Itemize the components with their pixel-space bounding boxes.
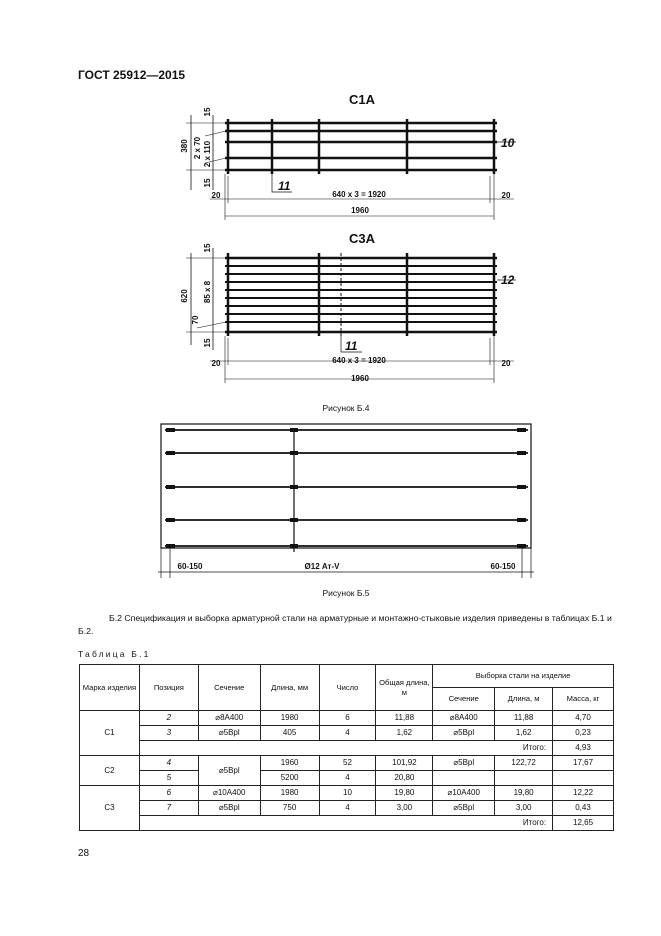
cell-length: 5200 <box>260 771 319 786</box>
cell-section: ⌀10А400 <box>198 786 260 801</box>
table-row <box>80 816 614 831</box>
cell-count: 4 <box>319 771 376 786</box>
th-sel-length: Длина, м <box>495 688 553 711</box>
mesh-c1a <box>180 92 516 220</box>
label-cross-11-top: 11 <box>278 179 291 193</box>
table-row <box>80 711 614 726</box>
cell-mark: С1 <box>80 711 140 756</box>
cell-sel-length: 1,62 <box>495 726 553 741</box>
th-section: Сечение <box>198 665 260 711</box>
th-mark: Марка изделия <box>80 665 140 711</box>
dim-c3a-spacing-a: 85 x 8 <box>203 280 212 304</box>
cell-section: ⌀8А400 <box>198 711 260 726</box>
table-row <box>80 801 614 816</box>
cell-total-length: 19,80 <box>376 786 433 801</box>
cell-total-length: 1,62 <box>376 726 433 741</box>
cell-total-length: 11,88 <box>376 711 433 726</box>
label-bar-10: 10 <box>501 136 515 150</box>
cell-sel-mass: 4,70 <box>553 711 614 726</box>
cell-sel-section: ⌀8А400 <box>433 711 495 726</box>
cell-section: ⌀5Вpl <box>198 726 260 741</box>
cell-total-length: 20,80 <box>376 771 433 786</box>
cell-total-label: Итого: <box>139 741 552 756</box>
th-sel-mass: Масса, кг <box>553 688 614 711</box>
cell-sel-length: 19,80 <box>495 786 553 801</box>
cell-position: 6 <box>139 786 198 801</box>
cell-position: 4 <box>139 756 198 771</box>
cell-position: 7 <box>139 801 198 816</box>
cell-length: 1960 <box>260 756 319 771</box>
cell-mark: С2 <box>80 756 140 786</box>
figure-b5-drawing <box>158 424 534 578</box>
cell-empty <box>553 771 614 786</box>
cell-sel-section: ⌀10А400 <box>433 786 495 801</box>
cell-section: ⌀5Вpl <box>198 756 260 786</box>
th-selection: Выборка стали на изделие <box>433 665 614 688</box>
dim-c1a-span: 640 x 3 = 1920 <box>332 190 386 199</box>
cell-length: 750 <box>260 801 319 816</box>
cell-sel-length: 3,00 <box>495 801 553 816</box>
dim-c3a-bottom: 15 <box>203 338 212 348</box>
cell-count: 6 <box>319 711 376 726</box>
table-row <box>80 741 614 756</box>
th-total-length: Общая длина, м <box>376 665 433 711</box>
cell-sel-length: 11,88 <box>495 711 553 726</box>
dim-b5-right: 60-150 <box>490 562 516 571</box>
mesh-title-c3a: С3А <box>348 231 376 246</box>
page-header: ГОСТ 25912—2015 <box>78 68 186 82</box>
dim-c3a-span: 640 x 3 = 1920 <box>332 356 386 365</box>
table-row <box>80 786 614 801</box>
table-caption: Таблица Б.1 <box>78 649 151 659</box>
cell-count: 4 <box>319 801 376 816</box>
cell-total-label: Итого: <box>139 816 552 831</box>
th-count: Число <box>319 665 376 711</box>
cell-mark: С3 <box>80 786 140 831</box>
page-number: 28 <box>78 848 90 859</box>
table-row <box>80 756 614 771</box>
dim-c1a-top: 15 <box>203 107 212 117</box>
cell-count: 52 <box>319 756 376 771</box>
cell-section: ⌀5Вpl <box>198 801 260 816</box>
dim-c1a-spacing-b: 2 x 110 <box>203 140 212 168</box>
cell-sel-length: 122,72 <box>495 756 553 771</box>
cell-count: 10 <box>319 786 376 801</box>
cell-sel-mass: 17,67 <box>553 756 614 771</box>
dim-b5-center: Ø12 Ат-V <box>304 562 340 571</box>
dim-c1a-spacing-a: 2 x 70 <box>193 136 202 160</box>
cell-position: 5 <box>139 771 198 786</box>
table-row <box>80 771 614 786</box>
cell-empty <box>433 771 495 786</box>
cell-position: 2 <box>139 711 198 726</box>
figure-caption-b4: Рисунок Б.4 <box>322 403 370 413</box>
dim-b5-left: 60-150 <box>177 562 203 571</box>
table-row <box>80 726 614 741</box>
dim-c1a-bottom: 15 <box>203 178 212 188</box>
body-paragraph: Б.2 Спецификация и выборка арматурной стали на арматурные и монтажно-стыковые изделия приведены в таблицах Б.1 и Б.2. <box>78 613 612 636</box>
dim-c3a-top: 15 <box>203 243 212 253</box>
cell-position: 3 <box>139 726 198 741</box>
figure-caption-b5: Рисунок Б.5 <box>322 588 370 598</box>
cell-empty <box>495 771 553 786</box>
dim-c1a-overhang-right: 20 <box>501 191 511 200</box>
dim-c3a-overhang-right: 20 <box>501 359 511 368</box>
dim-c1a-total: 1960 <box>351 206 369 215</box>
cell-sel-section: ⌀5Вpl <box>433 801 495 816</box>
spec-table <box>79 664 614 831</box>
dim-c3a-spacing-b: 70 <box>191 315 200 325</box>
dim-c3a-height: 620 <box>180 289 189 303</box>
th-position: Позиция <box>139 665 198 711</box>
cell-total-length: 3,00 <box>376 801 433 816</box>
cell-length: 1980 <box>260 786 319 801</box>
cell-sel-mass: 0,43 <box>553 801 614 816</box>
label-bar-12: 12 <box>501 273 515 287</box>
mesh-title-c1a: С1А <box>348 92 376 107</box>
cell-sel-mass: 0,23 <box>553 726 614 741</box>
cell-total: 12,65 <box>553 816 614 831</box>
dim-c1a-height: 380 <box>180 139 189 153</box>
cell-sel-section: ⌀5Вpl <box>433 726 495 741</box>
dim-c1a-overhang-left: 20 <box>211 191 221 200</box>
cell-total-length: 101,92 <box>376 756 433 771</box>
th-length: Длина, мм <box>260 665 319 711</box>
cell-length: 405 <box>260 726 319 741</box>
dim-c3a-overhang-left: 20 <box>211 359 221 368</box>
th-sel-section: Сечение <box>433 688 495 711</box>
label-cross-11-bottom: 11 <box>345 339 358 353</box>
cell-total: 4,93 <box>553 741 614 756</box>
cell-sel-section: ⌀5Вpl <box>433 756 495 771</box>
cell-sel-mass: 12,22 <box>553 786 614 801</box>
cell-count: 4 <box>319 726 376 741</box>
cell-length: 1980 <box>260 711 319 726</box>
mesh-c3a <box>180 231 516 383</box>
dim-c3a-total: 1960 <box>351 374 369 383</box>
